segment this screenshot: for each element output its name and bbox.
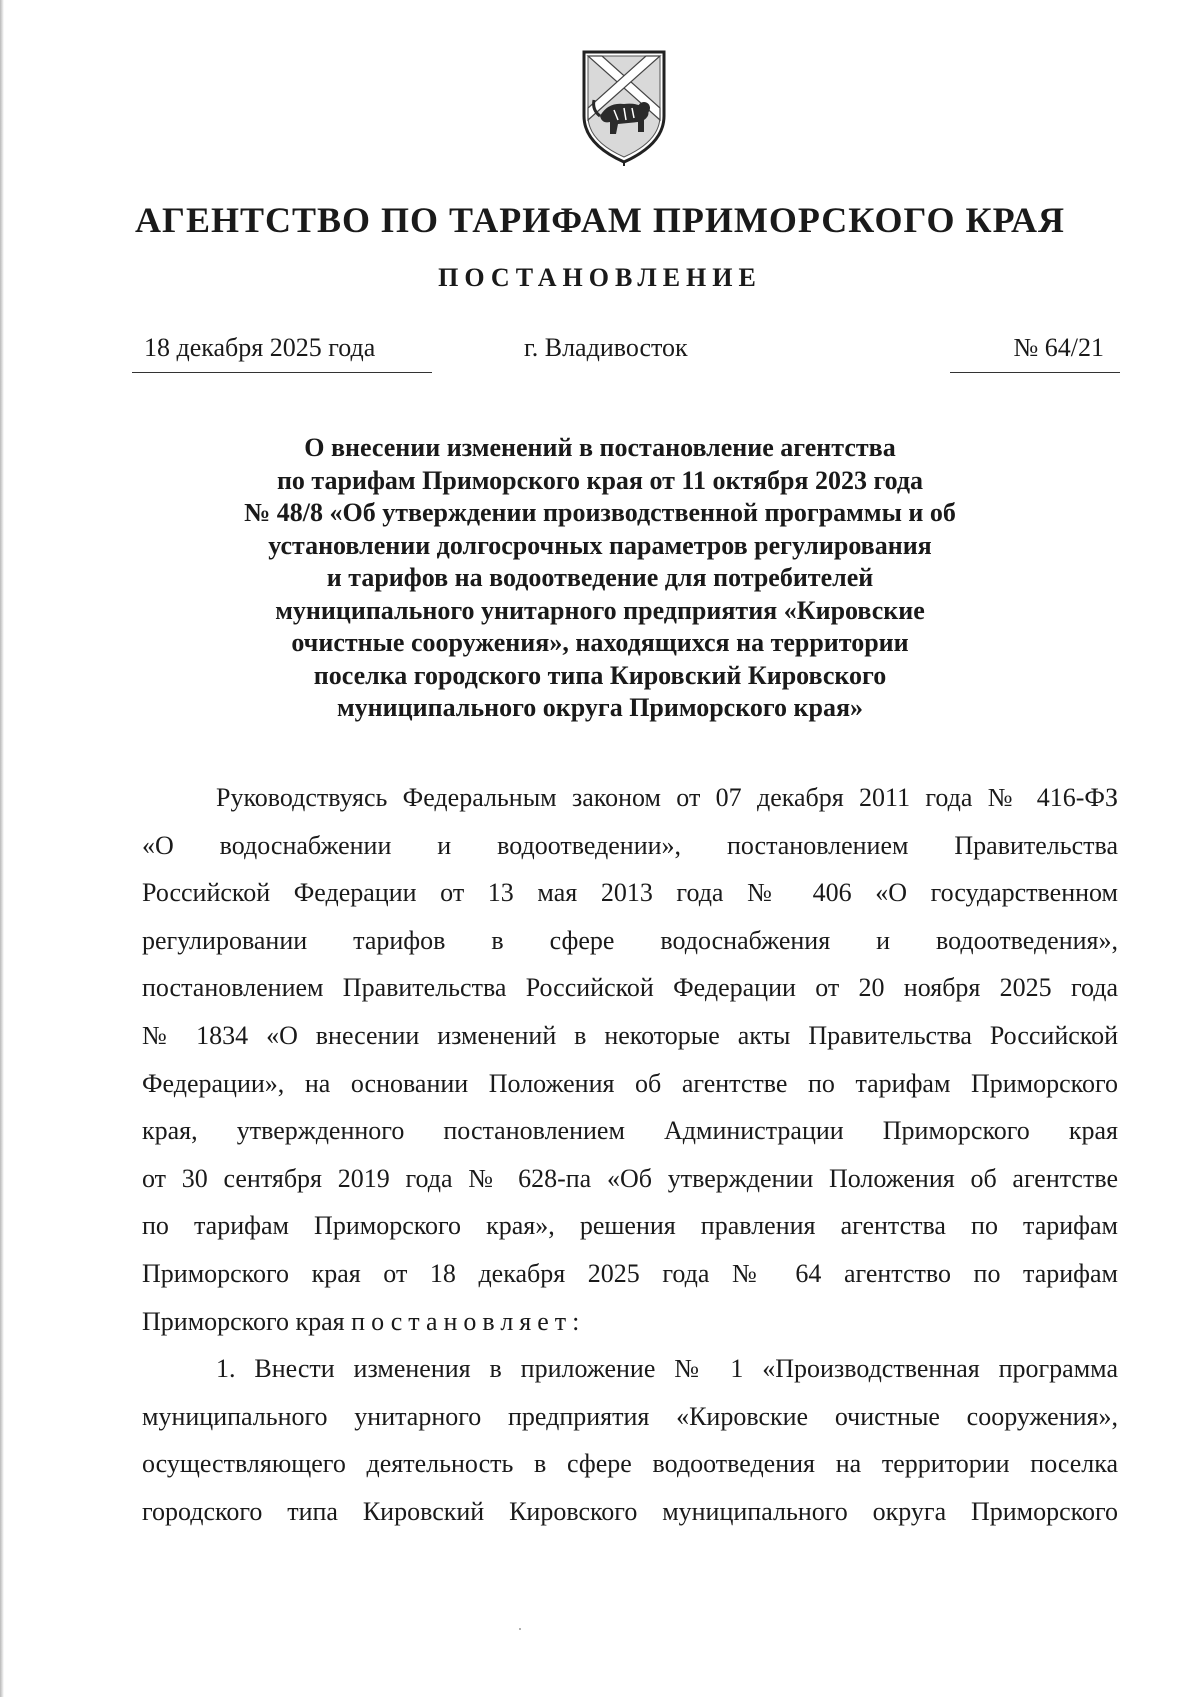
document-type: ПОСТАНОВЛЕНИЕ [438,263,762,292]
primorsky-krai-coat-of-arms-icon [578,46,670,166]
body-line: постановлением Правительства Российской Федерации от 20 ноября 2025 года [142,973,1118,1003]
title-line: очистные сооружения», находящихся на территории [291,628,909,657]
body-line: края, утвержденного постановлением Администрации Приморского края [142,1116,1118,1146]
title-line: муниципального унитарного предприятия «Кировские [275,595,925,625]
resolve-prefix: Приморского края [142,1306,345,1336]
resolve-word: постановляет: [351,1306,586,1336]
document-title [180,432,1020,725]
body-line: регулировании тарифов в сфере водоснабжения и водоотведения», [142,925,1118,955]
title-line: поселка городского типа Кировский Кировского [313,660,887,690]
item-line: муниципального унитарного предприятия «Кировские очистные сооружения», [142,1401,1118,1431]
date-underline [132,372,432,373]
resolve-line [142,1298,1118,1346]
body-line: от 30 сентября 2019 года № 628-па «Об утверждении Положения об агентстве [142,1163,1118,1193]
title-line: № 48/8 «Об утверждении производственной программы и об [244,498,956,527]
body-line: Российской Федерации от 13 мая 2013 года № 406 «О государственном [142,878,1118,908]
body-line: Руководствуясь Федеральным законом от 07 декабря 2011 года № 416-ФЗ [216,783,1118,812]
document-date: 18 декабря 2025 года [144,333,376,362]
item-line: городского типа Кировский Кировского муниципального округа Приморского [142,1496,1118,1526]
title-line: муниципального округа Приморского края» [336,693,864,722]
document-city: г. Владивосток [524,333,688,362]
scan-speck [519,1628,521,1630]
item-line: осуществляющего деятельность в сфере водоотведения на территории поселка [142,1449,1118,1479]
title-line: О внесении изменений в постановление агентства [304,433,896,462]
document-body [142,774,1118,1536]
body-line: Приморского края от 18 декабря 2025 года № 64 агентство по тарифам [142,1258,1118,1288]
body-line: № 1834 «О внесении изменений в некоторые акты Правительства Российской [142,1020,1118,1050]
body-line: «О водоснабжении и водоотведении», постановлением Правительства [142,830,1118,860]
title-line: установлении долгосрочных параметров регулирования [268,530,932,560]
body-line: по тарифам Приморского края», решения правления агентства по тарифам [142,1211,1118,1241]
agency-name: АГЕНТСТВО ПО ТАРИФАМ ПРИМОРСКОГО КРАЯ [135,200,1065,240]
scan-edge-shadow [0,0,4,1697]
body-line: Федерации», на основании Положения об агентстве по тарифам Приморского [142,1068,1118,1098]
number-underline [950,372,1120,373]
title-line: по тарифам Приморского края от 11 октября 2023 года [276,465,924,495]
item-line: 1. Внести изменения в приложение № 1 «Производственная программа [216,1354,1118,1384]
document-number: № 64/21 [1013,333,1104,362]
title-line: и тарифов на водоотведение для потребителей [326,563,874,592]
